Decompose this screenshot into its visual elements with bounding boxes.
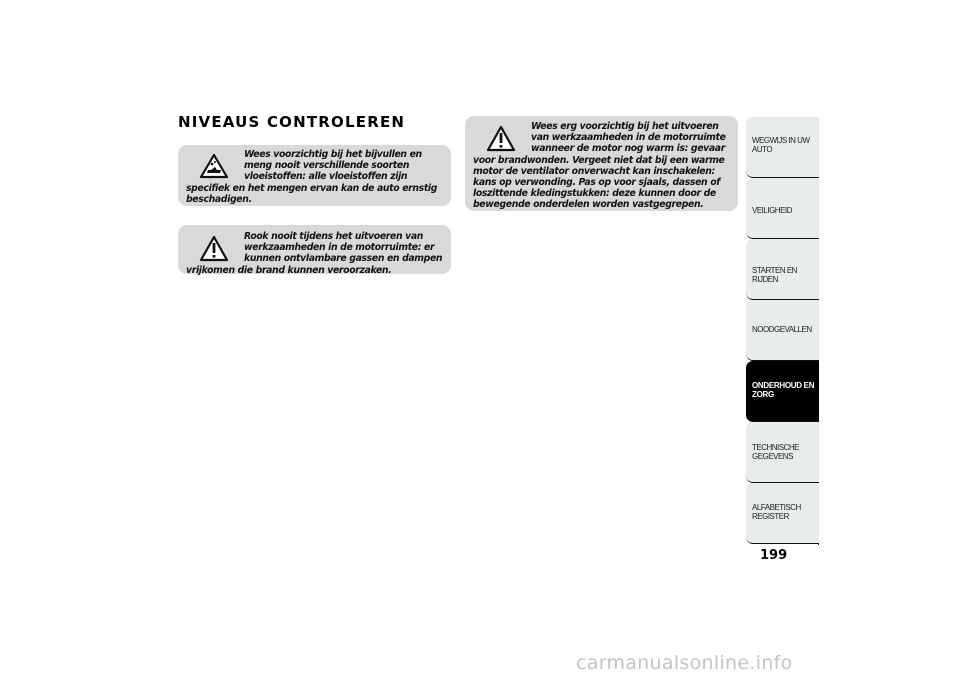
page-number: 199 [760, 548, 788, 563]
tab-technische-gegevens[interactable]: TECHNISCHE GEGEVENS [746, 422, 819, 483]
tab-veiligheid[interactable]: VEILIGHEID [746, 178, 819, 239]
page-heading: NIVEAUS CONTROLEREN [178, 113, 406, 131]
warning-box-smoking [178, 225, 451, 274]
warning-text-smoking: Rook nooit tijdens het uitvoeren van werkzaamheden in de motorruimte: er kunnen ontvlambare gassen en dampen vrijkomen die brand kunnen veroorzaken. [186, 231, 443, 276]
warning-triangle-icon [194, 233, 234, 263]
tab-onderhoud-en-zorg[interactable]: ONDERHOUD EN ZORG [746, 361, 819, 422]
warning-box-hot-engine [465, 116, 738, 211]
warning-text-hot-engine: Wees erg voorzichtig bij het uitvoeren van werkzaamheden in de motorruimte wanneer de motor nog warm is: gevaar voor brandwonden. Vergeet niet dat bij een warme motor de ventilator onverwacht kan inschakelen: kans op verwonding. Pas op voor sjaals, dassen of loszittende kledingstukken: deze kunnen door de bewegende onderdelen worden vastgegrepen. [473, 121, 726, 211]
tab-wegwijs[interactable]: WEGWIJS IN UW AUTO [746, 117, 819, 178]
watermark: carmanualsonline.info [576, 652, 793, 674]
tab-alfabetisch-register[interactable]: ALFABETISCH REGISTER [746, 483, 819, 544]
tab-noodgevallen[interactable]: NOODGEVALLEN [746, 300, 819, 361]
chapter-sidebar [746, 117, 819, 545]
warning-text-fluids: Wees voorzichtig bij het bijvullen en meng nooit verschillende soorten vloeistoffen: alle vloeistoffen zijn specifiek en het mengen ervan kan de auto ernstig beschadigen. [186, 149, 438, 205]
warning-triangle-icon [481, 123, 521, 153]
warning-box-fluids [178, 145, 451, 206]
fluid-mixing-warning-icon [194, 151, 234, 181]
tab-starten-en-rijden[interactable]: STARTEN EN RIJDEN [746, 239, 819, 300]
